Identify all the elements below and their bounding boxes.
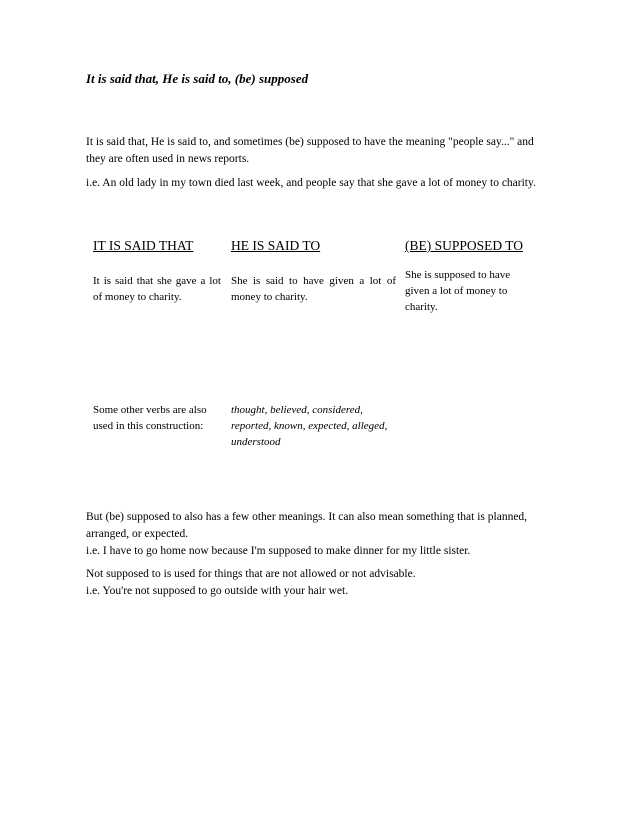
supposed-meanings-example: i.e. I have to go home now because I'm supposed to make dinner for my little sister. [86, 545, 471, 557]
header-it-is-said-that: IT IS SAID THAT [93, 238, 194, 253]
example-it-is-said-that: It is said that she gave a lot of money to charity. [93, 275, 221, 303]
example-be-supposed-to: She is supposed to have given a lot of money to charity. [405, 269, 511, 313]
supposed-meanings-block [86, 509, 546, 560]
supposed-meanings-text: But (be) supposed to also has a few other meanings. It can also mean something that is planned, arranged, or expected. [86, 511, 528, 540]
not-supposed-text: Not supposed to is used for things that are not allowed or not advisable. [86, 568, 416, 580]
example-he-is-said-to: She is said to have given a lot of money to charity. [231, 275, 396, 303]
other-verbs-label: Some other verbs are also used in this construction: [93, 404, 207, 432]
document-title: It is said that, He is said to, (be) supposed [86, 71, 309, 86]
other-verbs-list: thought, believed, considered, reported, known, expected, alleged, understood [231, 404, 388, 448]
header-he-is-said-to: HE IS SAID TO [231, 238, 321, 253]
intro-paragraph: It is said that, He is said to, and sometimes (be) supposed to have the meaning "people say..." and they are often used in news reports. [86, 136, 534, 165]
header-be-supposed-to: (BE) SUPPOSED TO [405, 238, 524, 253]
not-supposed-block [86, 566, 546, 600]
not-supposed-example: i.e. You're not supposed to go outside with your hair wet. [86, 585, 349, 597]
comparison-table [86, 232, 546, 462]
example-paragraph: i.e. An old lady in my town died last week, and people say that she gave a lot of money to charity. [86, 177, 536, 189]
